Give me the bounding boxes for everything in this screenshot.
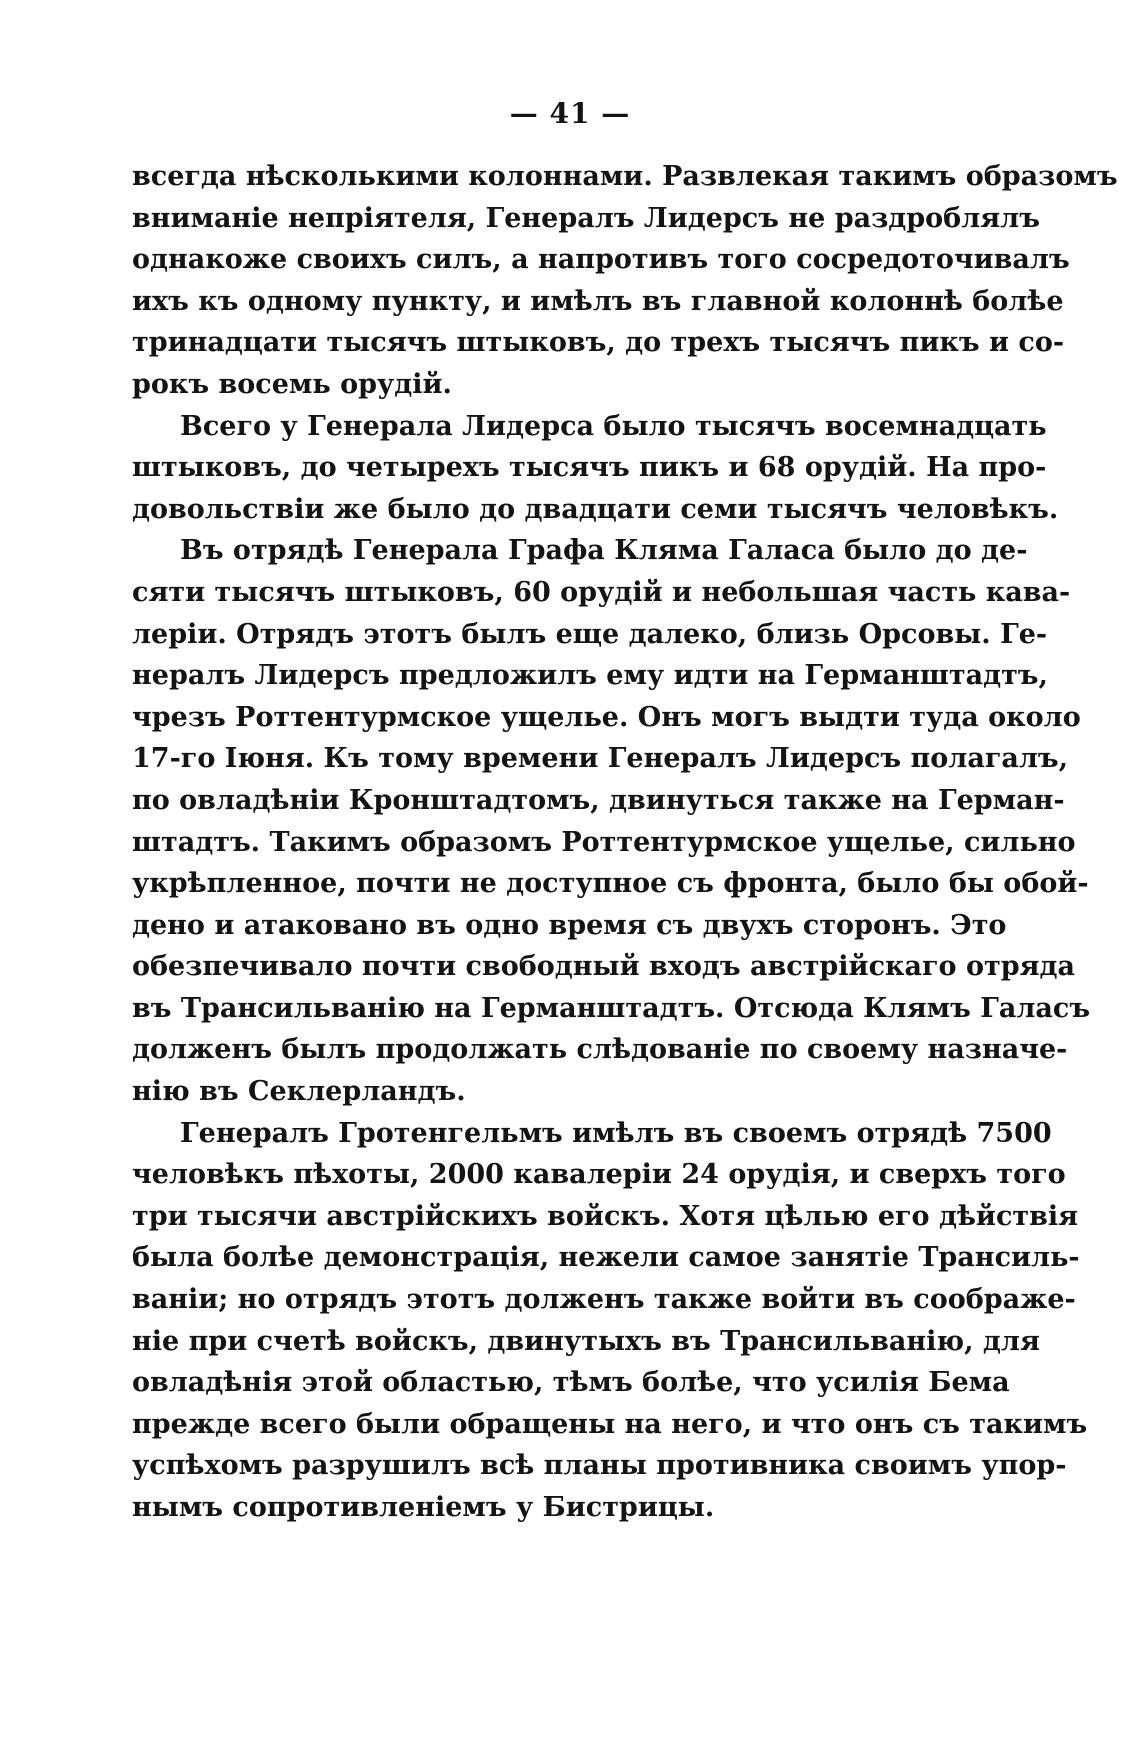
text-line: Всего у Генерала Лидерса было тысячъ восемнадцать	[180, 410, 1047, 442]
text-line: Генералъ Гротенгельмъ имѣлъ въ своемъ отрядѣ 7500	[180, 1117, 1052, 1149]
text-line: сяти тысячъ штыковъ, 60 орудій и небольшая часть кава-	[132, 576, 1071, 608]
body-text	[132, 156, 1118, 1529]
paragraph-4	[132, 1113, 1088, 1529]
text-line: 17-го Іюня. Къ тому времени Генералъ Лидерсъ полагалъ,	[132, 743, 1069, 775]
text-line: была болѣе демонстрація, нежели самое занятіе Трансиль-	[132, 1242, 1080, 1274]
text-line: чрезъ Роттентурмское ущелье. Онъ могъ выдти туда около	[132, 701, 1081, 733]
text-line: овладѣнія этой областью, тѣмъ болѣе, что усилія Бема	[132, 1367, 1010, 1399]
text-line: въ Трансильванію на Германштадтъ. Отсюда Клямъ Галасъ	[132, 992, 1091, 1024]
paragraph-3	[132, 530, 1091, 1112]
text-line: по овладѣніи Кронштадтомъ, двинуться также на Герман-	[132, 784, 1065, 816]
text-line: три тысячи австрійскихъ войскъ. Хотя цѣлью его дѣйствія	[132, 1200, 1079, 1232]
text-line: штадтъ. Такимъ образомъ Роттентурмское ущелье, сильно	[132, 826, 1076, 858]
text-line: леріи. Отрядъ этотъ былъ еще далеко, близь Орсовы. Ге-	[132, 618, 1048, 650]
text-line: прежде всего были обращены на него, и что онъ съ такимъ	[132, 1408, 1088, 1440]
page-number: — 41 —	[509, 97, 631, 130]
text-line: нералъ Лидерсъ предложилъ ему идти на Германштадтъ,	[132, 660, 1048, 692]
text-line: штыковъ, до четырехъ тысячъ пикъ и 68 орудій. На про-	[132, 452, 1047, 484]
text-line: всегда нѣсколькими колоннами. Развлекая такимъ образомъ	[132, 161, 1118, 192]
text-line: Въ отрядѣ Генерала Графа Кляма Галаса было до де-	[180, 535, 1028, 567]
text-line: человѣкъ пѣхоты, 2000 кавалеріи 24 орудія, и сверхъ того	[132, 1159, 1066, 1191]
paragraph-2	[132, 406, 1059, 531]
text-line: ваніи; но отрядъ этотъ долженъ также войти въ соображе-	[132, 1284, 1076, 1316]
text-line: вниманіе непріятеля, Генералъ Лидерсъ не раздроблялъ	[132, 202, 1040, 234]
paragraph-1	[132, 156, 1118, 406]
text-line: рокъ восемь орудій.	[132, 368, 452, 400]
text-line: дено и атаковано въ одно время съ двухъ сторонъ. Это	[132, 909, 1007, 941]
text-line: тринадцати тысячъ штыковъ, до трехъ тысячъ пикъ и со-	[132, 327, 1065, 359]
text-line: укрѣпленное, почти не доступное съ фронта, было бы обой-	[132, 868, 1089, 900]
text-line: долженъ былъ продолжать слѣдованіе по своему назначе-	[132, 1034, 1068, 1066]
text-line: нію въ Секлерландъ.	[132, 1076, 466, 1108]
text-line: однакоже своихъ силъ, а напротивъ того сосредоточивалъ	[132, 244, 1070, 276]
text-line: успѣхомъ разрушилъ всѣ планы противника своимъ упор-	[132, 1450, 1067, 1482]
text-line: ихъ къ одному пункту, и имѣлъ въ главной колоннѣ болѣе	[132, 285, 1064, 317]
text-line: обезпечивало почти свободный входъ австрійскаго отряда	[132, 951, 1076, 983]
text-line: нымъ сопротивленіемъ у Бистрицы.	[132, 1492, 715, 1523]
text-line: ніе при счетѣ войскъ, двинутыхъ въ Трансильванію, для	[132, 1325, 1040, 1357]
text-line: довольствіи же было до двадцати семи тысячъ человѣкъ.	[132, 493, 1059, 525]
